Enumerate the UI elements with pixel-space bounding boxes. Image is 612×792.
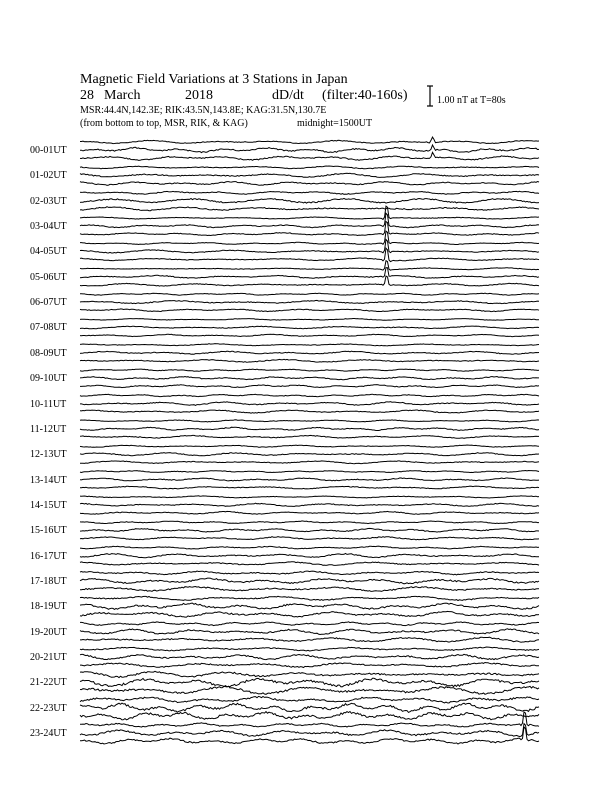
trace-msr: [80, 435, 539, 438]
trace-kag: [80, 344, 539, 346]
trace-kag: [80, 546, 539, 549]
date-year: 2018: [185, 88, 213, 103]
trace-msr: [80, 222, 539, 236]
hour-label: 12-13UT: [30, 449, 67, 461]
scale-bar-label: 1.00 nT at T=80s: [437, 95, 506, 106]
trace-rik: [80, 554, 539, 558]
hour-label: 18-19UT: [30, 601, 67, 613]
trace-kag: [80, 231, 539, 244]
trace-msr: [80, 587, 539, 592]
hour-label: 23-24UT: [30, 728, 67, 740]
trace-kag: [80, 622, 539, 626]
midnight-note: midnight=1500UT: [297, 118, 373, 129]
trace-rik: [80, 402, 539, 406]
hour-label: 02-03UT: [30, 195, 67, 207]
trace-rik: [80, 678, 539, 687]
trace-kag: [80, 137, 539, 144]
hour-label: 01-02UT: [30, 170, 67, 182]
chart-title: Magnetic Field Variations at 3 Stations in Japan: [80, 72, 348, 87]
hour-label: 16-17UT: [30, 550, 67, 562]
hour-label: 05-06UT: [30, 271, 67, 283]
hour-label: 22-23UT: [30, 702, 67, 714]
trace-kag: [80, 696, 539, 703]
trace-msr: [80, 537, 539, 540]
trace-rik: [80, 478, 539, 481]
trace-msr: [80, 359, 539, 362]
hour-label: 19-20UT: [30, 626, 67, 638]
trace-rik: [80, 145, 539, 153]
trace-msr: [80, 182, 539, 186]
trace-rik: [80, 703, 539, 712]
hour-label: 17-18UT: [30, 575, 67, 587]
hour-label: 21-22UT: [30, 677, 67, 689]
trace-rik: [80, 300, 539, 303]
hour-label: 10-11UT: [30, 398, 67, 410]
trace-rik: [80, 213, 539, 227]
trace-rik: [80, 629, 539, 635]
trace-kag: [80, 369, 539, 371]
scale-bar: [427, 86, 433, 106]
trace-kag: [80, 293, 539, 295]
trace-msr: [80, 562, 539, 566]
trace-rik: [80, 240, 539, 254]
hour-label: 20-21UT: [30, 652, 67, 663]
trace-rik: [80, 173, 539, 177]
trace-msr: [80, 385, 539, 388]
trace-rik: [80, 377, 539, 380]
trace-kag: [80, 471, 539, 473]
date-day: 28: [80, 88, 94, 103]
trace-kag: [80, 647, 539, 651]
hour-label: 03-04UT: [30, 221, 67, 233]
hour-label: 07-08UT: [30, 322, 67, 334]
trace-kag: [80, 521, 539, 524]
trace-msr: [80, 334, 539, 337]
trace-msr: [80, 410, 539, 413]
trace-msr: [80, 712, 539, 720]
trace-kag: [80, 261, 539, 271]
trace-rik: [80, 603, 539, 609]
hour-label: 06-07UT: [30, 297, 67, 309]
hour-label: 13-14UT: [30, 474, 67, 486]
trace-kag: [80, 166, 539, 169]
hour-label: 11-12UT: [30, 423, 67, 435]
trace-kag: [80, 671, 539, 677]
trace-kag: [80, 496, 539, 498]
hour-label: 14-15UT: [30, 499, 67, 511]
trace-group: [80, 137, 539, 744]
trace-msr: [80, 207, 539, 211]
trace-kag: [80, 596, 539, 600]
trace-rik: [80, 351, 539, 354]
filter-label: (filter:40-160s): [322, 88, 408, 103]
quantity-label: dD/dt: [272, 88, 304, 103]
hour-label: 08-09UT: [30, 347, 67, 359]
trace-msr: [80, 637, 539, 642]
hour-label: 04-05UT: [30, 246, 67, 258]
trace-rik: [80, 578, 539, 584]
trace-rik: [80, 453, 539, 456]
trace-kag: [80, 445, 539, 447]
trace-msr: [80, 686, 539, 694]
date-month: March: [104, 88, 141, 103]
trace-msr: [80, 663, 539, 668]
hour-label: 15-16UT: [30, 525, 67, 537]
trace-kag: [80, 191, 539, 194]
trace-msr: [80, 511, 539, 514]
stations-line: MSR:44.4N,142.3E; RIK:43.5N,143.8E; KAG:31.5N,130.7E: [80, 105, 327, 116]
trace-rik: [80, 427, 539, 430]
trace-msr: [80, 461, 539, 464]
station-order-note: (from bottom to top, MSR, RIK, & KAG): [80, 118, 248, 129]
trace-rik: [80, 503, 539, 506]
trace-msr: [80, 486, 539, 489]
trace-rik: [80, 654, 539, 659]
hour-label: 00-01UT: [30, 145, 67, 156]
trace-kag: [80, 319, 539, 321]
trace-msr: [80, 611, 539, 617]
trace-rik: [80, 326, 539, 329]
trace-rik: [80, 528, 539, 532]
hour-label: 09-10UT: [30, 373, 67, 385]
trace-msr: [80, 152, 539, 160]
trace-kag: [80, 420, 539, 422]
trace-msr: [80, 309, 539, 312]
trace-rik: [80, 198, 539, 203]
trace-kag: [80, 394, 539, 397]
trace-kag: [80, 571, 539, 575]
